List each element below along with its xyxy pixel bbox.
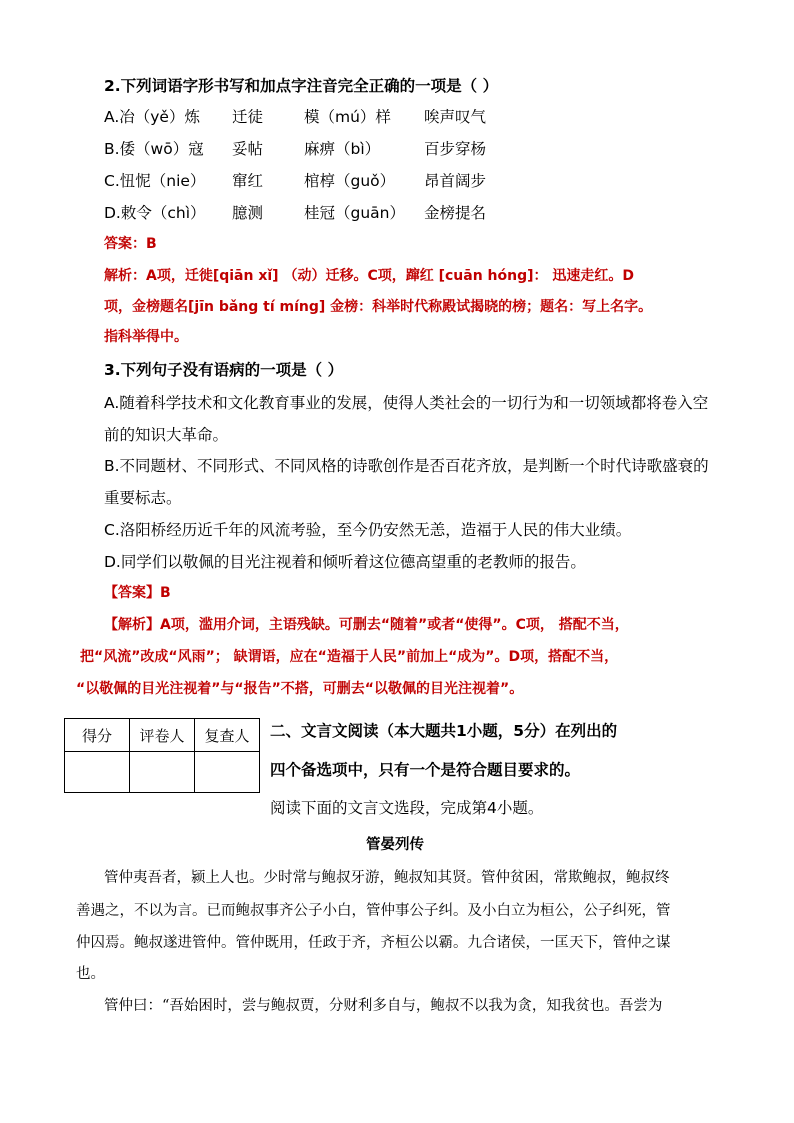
section-title: 二、文言文阅读（本大题共1小题，5分）在列出的 (270, 722, 618, 740)
grader-cell[interactable] (130, 752, 195, 793)
passage-line: 也。 (76, 966, 105, 982)
q2-analysis-line: 指科举得中。 (104, 329, 188, 345)
option-word: A.冶（yě）炼 (104, 108, 200, 126)
q2-analysis-line: 项，金榜题名[jīn bǎng tí míng] 金榜：科举时代称殿试揭晓的榜；题名：写上名字。 (104, 299, 653, 315)
option-word: C.忸怩（nie） (104, 172, 206, 190)
section-instruction: 阅读下面的文言文选段，完成第4小题。 (270, 799, 544, 817)
q3-option-line: A.随着科学技术和文化教育事业的发展，使得人类社会的一切行为和一切领域都将卷入空 (104, 394, 709, 412)
q2-answer: 答案：B (104, 236, 157, 252)
reviewer-header: 复查人 (195, 719, 260, 752)
option-word: 桂冠（guān） (304, 204, 405, 222)
score-table (64, 718, 260, 793)
passage-line: 管仲夷吾者，颍上人也。少时常与鲍叔牙游，鲍叔知其贤。管仲贫困，常欺鲍叔，鲍叔终 (104, 870, 670, 886)
q3-option-line: B.不同题材、不同形式、不同风格的诗歌创作是否百花齐放，是判断一个时代诗歌盛衰的 (104, 457, 709, 475)
option-word: 麻痹（bì） (304, 140, 381, 158)
q3-analysis-line: “以敬佩的目光注视着”与“报告”不搭，可删去“以敬佩的目光注视着”。 (76, 681, 524, 697)
q3-answer: 【答案】B (104, 585, 171, 601)
q2-stem: 2.下列词语字形书写和加点字注音完全正确的一项是（ ） (104, 77, 499, 95)
option-word: D.敕令（chì） (104, 204, 206, 222)
passage-title: 管晏列传 (366, 836, 424, 853)
q3-analysis-line: 把“风流”改成“风雨”； 缺谓语，应在“造福于人民”前加上“成为”。D项，搭配不当， (80, 649, 619, 665)
q3-analysis-line: 【解析】A项，滥用介词，主语残缺。可删去“随着”或者“使得”。C项， 搭配不当， (104, 617, 629, 633)
q3-option-line: 前的知识大革命。 (104, 426, 229, 444)
passage-line: 管仲曰：“吾始困时，尝与鲍叔贾，分财利多自与，鲍叔不以我为贪，知我贫也。吾尝为 (104, 998, 663, 1014)
passage-line: 仲囚焉。鲍叔遂进管仲。管仲既用，任政于齐，齐桓公以霸。九合诸侯，一匡天下，管仲之谋 (76, 935, 671, 951)
q3-option-line: C.洛阳桥经历近千年的风流考验，至今仍安然无恙，造福于人民的伟大业绩。 (104, 521, 632, 539)
q3-stem: 3.下列句子没有语病的一项是（ ） (104, 361, 344, 379)
reviewer-cell[interactable] (195, 752, 260, 793)
score-cell[interactable] (65, 752, 130, 793)
section-title: 四个备选项中，只有一个是符合题目要求的。 (270, 761, 581, 779)
option-word: 唉声叹气 (424, 108, 487, 126)
q3-option-line: D.同学们以敬佩的目光注视着和倾听着这位德高望重的老教师的报告。 (104, 553, 586, 571)
option-word: 昂首阔步 (424, 172, 487, 190)
option-word: 百步穿杨 (424, 140, 487, 158)
option-word: 棺椁（guǒ） (304, 172, 396, 190)
option-word: B.倭（wō）寇 (104, 140, 204, 158)
option-word: 迁徒 (232, 108, 264, 126)
option-word: 模（mú）样 (304, 108, 391, 126)
grader-header: 评卷人 (130, 719, 195, 752)
option-word: 妥帖 (232, 140, 264, 158)
q3-option-line: 重要标志。 (104, 489, 182, 507)
passage-line: 善遇之，不以为言。已而鲍叔事齐公子小白，管仲事公子纠。及小白立为桓公，公子纠死，管 (76, 903, 671, 919)
option-word: 窜红 (232, 172, 264, 190)
option-word: 金榜提名 (424, 204, 487, 222)
option-word: 臆测 (232, 204, 264, 222)
score-header: 得分 (65, 719, 130, 752)
q2-analysis-line: 解析：A项，迁徙[qiān xǐ] （动）迁移。C项，蹿红 [cuān hóng]： 迅速走红。D (104, 268, 635, 284)
